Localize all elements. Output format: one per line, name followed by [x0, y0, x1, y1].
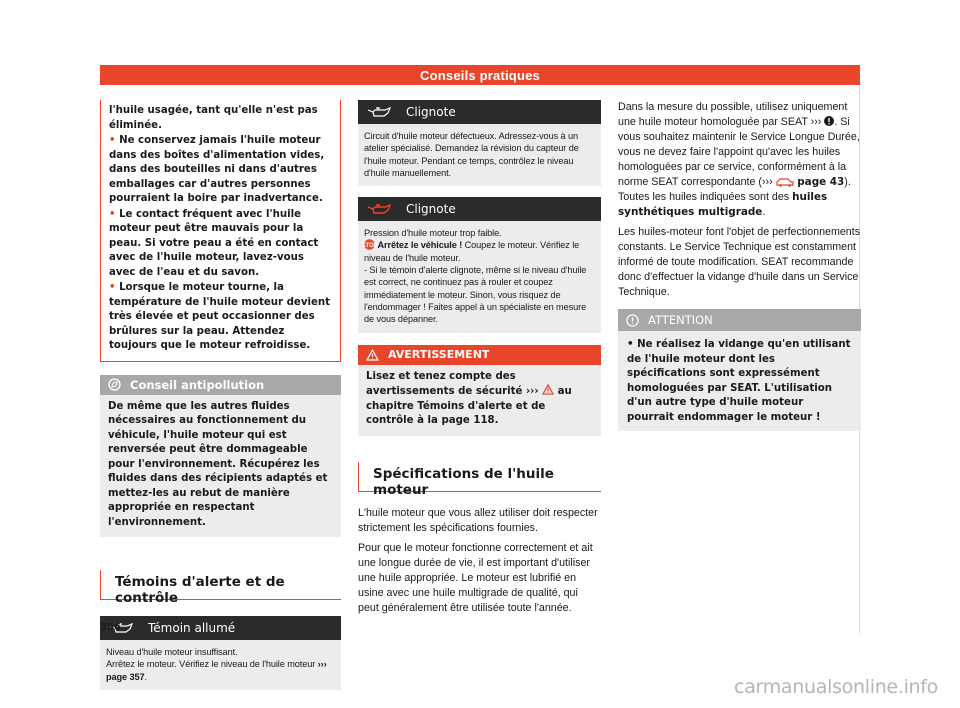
leaf-icon	[108, 378, 124, 391]
bullet-icon: •	[627, 339, 634, 350]
pollution-tip-text: De même que les autres fluides nécessaires au fonctionnement du véhicule, l'huile moteur qui est renversée peut être dommageable pour l'environnement. Récupérez les fluides dans des récipients adaptés et mettez-les au rebut de manière appropriée en respectant l'environnement.	[108, 400, 328, 528]
paragraph: Dans la mesure du possible, utilisez uniquement une huile moteur homologuée par SEAT ››› . Si vous souhaitez maintenir le Service Longue Durée, vous ne devez faire l'appoint qu'avec les huiles homologuées par ce service, conformément à la norme SEAT correspondante (››› page 43). Toutes les huiles indiquées sont des huiles synthétiques multigrade.	[618, 101, 860, 218]
column-1	[100, 100, 341, 690]
paragraph: Les huiles-moteur font l'objet de perfectionnements constants. Le Service Technique est constamment informé de toute modification. SEAT recommande donc d'effectuer la vidange d'huile dans un Service Technique.	[618, 226, 861, 298]
exclamation-circle-icon	[626, 314, 642, 327]
warning-item: • Ne conservez jamais l'huile moteur dans des boîtes d'alimentation vides, dans des bouteilles ni dans d'autres emballages car d'autres personnes pourraient la boire par inadvertance.	[109, 135, 325, 204]
warning-notice-header: AVERTISSEMENT	[358, 345, 601, 365]
page-section-title: Conseils pratiques	[420, 67, 540, 83]
lamp-box-text: Circuit d'huile moteur défectueux. Adressez-vous à un atelier spécialisé. Demandez la révision du capteur de l'huile moteur. Pendant ce temps, contrôlez le niveau d'huile manuellement.	[364, 131, 579, 178]
lamp-box-flash-1	[358, 100, 601, 186]
bullet-icon: •	[109, 135, 116, 146]
warning-notice-box	[358, 345, 601, 436]
pollution-tip-header: Conseil antipollution	[100, 375, 341, 395]
lamp-box-text: Niveau d'huile moteur insuffisant. Arrêtez le moteur. Vérifiez le niveau de l'huile moteur ››› page 357.	[106, 647, 327, 682]
lamp-box-text: Pression d'huile moteur trop faible. STOP Arrêtez le véhicule ! Coupez le moteur. Vérifiez le niveau de l'huile moteur. - Si le témoin d'alerte clignote, même si le niveau d'huile est correct, ne continuez pas à rouler et coupez immédiatement le moteur. Sinon, vous risquez de l'endommager ! Faites appel à un spécialiste en mesure de vous dépanner.	[361, 228, 587, 325]
watermark-text: carmanualsonline.info	[734, 676, 938, 698]
car-icon	[776, 176, 794, 187]
warning-notice-text: Lisez et tenez compte des avertissements de sécurité ››› au chapitre Témoins d'alerte et de contrôle à la page 118.	[366, 370, 572, 427]
warning-item: l'huile usagée, tant qu'elle n'est pas éliminée.	[109, 105, 318, 131]
lamp-box-header: Clignote	[358, 100, 601, 124]
pollution-tip-box	[100, 375, 341, 538]
page-number: 356	[100, 622, 121, 633]
info-circle-icon	[824, 116, 834, 126]
attention-header: ATTENTION	[618, 309, 861, 331]
page-link[interactable]: page 43	[793, 176, 845, 188]
warning-box-continued	[100, 100, 341, 362]
oil-can-icon	[366, 106, 400, 118]
lamp-box-header: Témoin allumé	[100, 616, 341, 640]
column-3	[618, 100, 861, 431]
warning-triangle-red-icon	[542, 384, 554, 395]
warning-item: • Le contact fréquent avec l'huile moteur peut être mauvais pour la peau. Si votre peau a été en contact avec de l'huile moteur, lavez-vous avec de l'eau et du savon.	[109, 208, 319, 278]
attention-text: • Ne réalisez la vidange qu'en utilisant de l'huile moteur dont les spécifications sont expressément homologuées par SEAT. L'utilisation d'un autre type d'huile moteur pourrait endommager le moteur !	[627, 339, 851, 423]
section-title-warning-lamps: Témoins d'alerte et de contrôle	[100, 570, 341, 600]
bullet-icon: •	[109, 282, 116, 293]
lamp-box-header: Clignote	[358, 197, 601, 221]
stop-icon	[361, 239, 378, 250]
attention-box	[618, 309, 861, 431]
bullet-icon: •	[109, 208, 116, 220]
oil-can-red-icon	[366, 203, 400, 215]
paragraph: L'huile moteur que vous allez utiliser doit respecter strictement les spécifications fournies.	[358, 506, 598, 534]
header-band	[100, 65, 860, 85]
column-2	[358, 100, 601, 621]
section-title-oil-spec: Spécifications de l'huile moteur	[358, 462, 601, 492]
paragraph: Pour que le moteur fonctionne correctement et ait une longue durée de vie, il est important d'utiliser une huile appropriée. Le moteur est lubrifié en usine avec une huile multigrade de qualité, qui peut généralement être utilisée toute l'année.	[358, 541, 593, 614]
svg-text:STOP: STOP	[361, 243, 378, 250]
lamp-box-lit	[100, 616, 341, 690]
lamp-box-flash-2	[358, 197, 601, 332]
page-link[interactable]: ››› page 357	[106, 659, 327, 682]
warning-triangle-icon	[366, 349, 382, 361]
warning-item: • Lorsque le moteur tourne, la température de l'huile moteur devient très élevée et peut occasionner des brûlures sur la peau. Attendez toujours que le moteur refroidisse.	[109, 282, 330, 351]
